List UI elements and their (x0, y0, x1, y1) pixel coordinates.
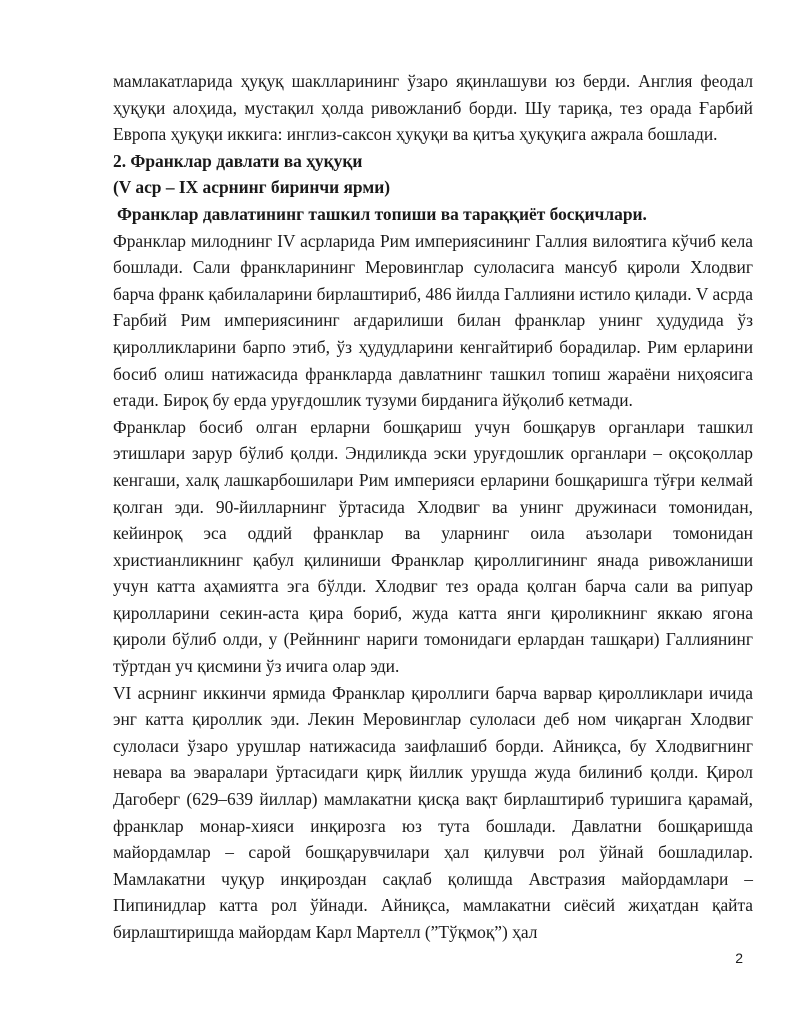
section-heading: 2. Франклар давлати ва ҳуқуқи (113, 150, 363, 171)
document-page (113, 68, 753, 946)
subsection-heading: Франклар давлатининг ташкил топиши ва тараққиёт босқичлари. (117, 203, 647, 224)
body-paragraph: Франклар босиб олган ерларни бошқариш учун бошқарув органлари ташкил этишлари зарур бўлиб қолди. Эндиликда эски уруғдошлик органлари – оқсоқоллар кенгаши, халқ лашкарбошилари Рим империяси ерларини бошқаришга тўғри келмай қолган эди. 90-йилларнинг ўртасида Хлодвиг ва унинг дружинаси томонидан, кейинроқ эса оддий франклар ва уларнинг оила аъзолари томонидан христианликнинг қабул қилиниши Франклар қироллигининг янада ривожланиши учун катта аҳамиятга эга бўлди. Хлодвиг тез орада қолган барча сали ва рипуар қиролларини секин-аста қира бориб, жуда катта янги қироликнинг яккаю ягона қироли бўлиб олди, у (Рейннинг нариги томонидаги ерлардан ташқари) Галлиянинг тўртдан уч қисмини ўз ичига олар эди. (113, 416, 753, 677)
intro-paragraph: мамлакатларида ҳуқуқ шаклларининг ўзаро яқинлашуви юз берди. Англия феодал ҳуқуқи алоҳида, мустақил ҳолда ривожланиб борди. Шу тариқа, тез орада Ғарбий Европа ҳуқуқи иккига: инглиз-саксон ҳуқуқи ва қитъа ҳуқуқига ажрала бошлади. (113, 71, 753, 145)
section-subheading: (V аср – IX асрнинг биринчи ярми) (113, 177, 391, 198)
body-paragraph: VI асрнинг иккинчи ярмида Франклар қироллиги барча варвар қиролликлари ичида энг катта қироллик эди. Лекин Меровинглар сулоласи деб ном чиқарган Хлодвиг сулоласи ўзаро урушлар натижасида заифлашиб борди. Айниқса, бу Хлодвигнинг невара ва эваралари ўртасидаги қирқ йиллик урушда жуда билиниб қолди. Қирол Дагоберг (629–639 йиллар) мамлакатни қисқа вақт бирлаштириб туришига қарамай, франклар монар-хияси инқирозга юз тута бошлади. Давлатни бошқаришда майордамлар – сарой бошқарувчилари ҳал қилувчи рол ўйнай бошладилар. Мамлакатни чуқур инқироздан сақлаб қолишда Австразия майордамлари – Пипинидлар катта рол ўйнади. Айниқса, мамлакатни сиёсий жиҳатдан қайта бирлаштиришда майордам Карл Мартелл (”Тўқмоқ”) ҳал (113, 682, 753, 942)
page-number: 2 (735, 950, 743, 966)
body-paragraph: Франклар милоднинг IV асрларида Рим империясининг Галлия вилоятига кўчиб кела бошлади. Сали франкларининг Меровинглар сулоласига мансуб қироли Хлодвиг барча франк қабилаларини бирлаштириб, 486 йилда Галлияни истило қилади. V асрда Ғарбий Рим империясининг ағдарилиши билан франклар унинг ҳудудида ўз қиролликларини барпо этиб, ўз ҳудудларини кенгайтириб борадилар. Рим ерларини босиб олиш натижасида франкларда давлатнинг ташкил топиш жараёни ниҳоясига етади. Бироқ бу ерда уруғдошлик тузуми бирданига йўқолиб кетмади. (113, 230, 753, 411)
